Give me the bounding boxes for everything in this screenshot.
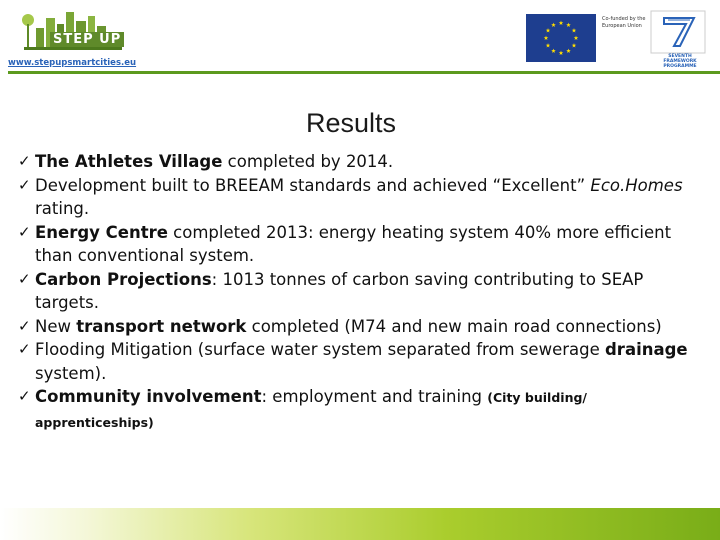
- list-item: ✓ Development built to BREEAM standards and achieved “Excellent” Eco.Homes rating.: [18, 175, 683, 218]
- city-skyline-icon: [18, 6, 128, 56]
- check-icon: ✓: [18, 316, 31, 335]
- eu-cofunded-text: Co-funded by the European Union: [602, 16, 646, 29]
- eu-flag-icon: [526, 14, 596, 62]
- fp7-logo-icon: [650, 10, 706, 54]
- check-icon: ✓: [18, 152, 31, 170]
- list-item: ✓ New transport network completed (M74 and new main road connections): [18, 315, 708, 339]
- results-list: [18, 150, 708, 434]
- check-icon: ✓: [18, 175, 31, 194]
- logo-text: STEP UP: [50, 32, 124, 47]
- check-icon: ✓: [18, 340, 31, 358]
- list-item: ✓ Flooding Mitigation (surface water system separated from sewerage drainage system).: [18, 340, 688, 383]
- check-icon: ✓: [18, 222, 31, 241]
- slide-title: Results: [305, 108, 396, 138]
- fp7-caption: SEVENTH FRAMEWORK PROGRAMME: [663, 54, 697, 69]
- footer-gradient-bar: [0, 508, 720, 540]
- site-url-link[interactable]: www.stepupsmartcities.eu: [8, 58, 137, 68]
- list-item: ✓ Energy Centre completed 2013: energy heating system 40% more efficient than conventional system.: [18, 222, 672, 265]
- check-icon: ✓: [18, 269, 31, 288]
- check-icon: ✓: [18, 387, 31, 405]
- list-item: ✓ Carbon Projections: 1013 tonnes of carbon saving contributing to SEAP targets.: [18, 269, 644, 312]
- header-rule: [8, 71, 720, 74]
- list-item: ✓ Community involvement: employment and training (City building/ apprenticeships): [18, 387, 587, 430]
- list-item: ✓ The Athletes Village completed by 2014.: [18, 150, 708, 174]
